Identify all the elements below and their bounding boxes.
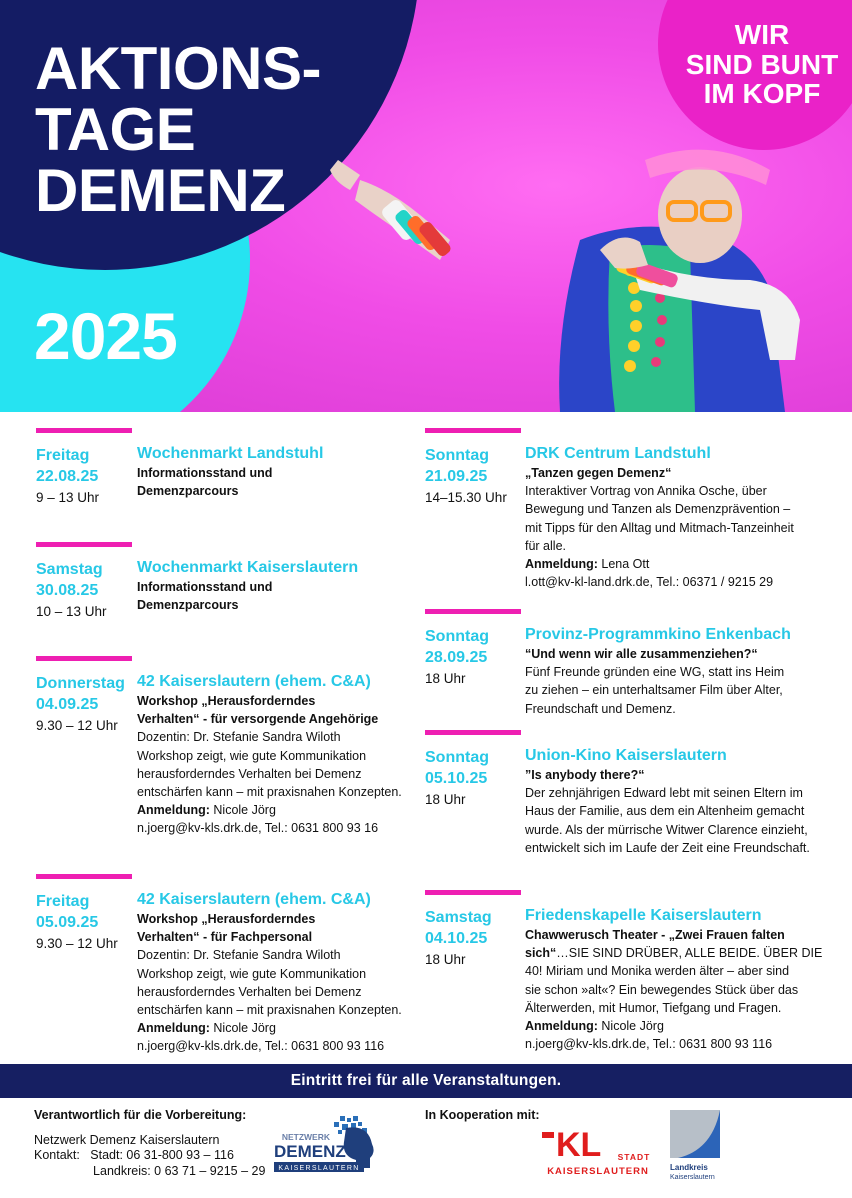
event-card (36, 656, 416, 856)
event-time: 18 Uhr (425, 671, 466, 686)
event-venue: DRK Centrum Landstuhl (525, 445, 711, 462)
logo-demenz-top: NETZWERK (281, 1132, 330, 1142)
footer-responsible (34, 1108, 265, 1179)
event-text-line: Workshop zeigt, wie gute Kommunikation (137, 748, 367, 763)
event-subtitle: Verhalten“ - für versorgende Angehörige (137, 712, 379, 727)
event-time: 9.30 – 12 Uhr (36, 718, 118, 733)
event-subtitle: Demenzparcours (137, 484, 239, 499)
event-text-line: herausforderndes Verhalten bei Demenz (137, 984, 362, 999)
event-card (425, 428, 825, 598)
event-text-part: …SIE SIND DRÜBER, ALLE BEIDE. ÜBER DIE (556, 946, 823, 961)
event-subtitle: Workshop „Herausforderndes (137, 912, 316, 926)
event-date: 04.10.25 (425, 930, 488, 947)
event-day: Donnerstag (36, 675, 125, 692)
event-body (137, 444, 323, 500)
event-time: 14–15.30 Uhr (425, 490, 507, 505)
event-day: Sonntag (425, 749, 489, 766)
hero-badge-line: IM KOPF (703, 78, 821, 110)
event-text-line: Freundschaft und Demenz. (525, 701, 676, 716)
netzwerk-demenz-logo (272, 1114, 390, 1176)
responsible-label: Verantwortlich für die Vorbereitung: (34, 1108, 247, 1122)
hero-title-line: DEMENZ (35, 157, 286, 225)
event-venue: Friedenskapelle Kaiserslautern (525, 907, 762, 924)
logo-demenz-main: DEMENZ (274, 1142, 346, 1161)
event-accent-bar (36, 656, 132, 661)
event-subtitle: Informationsstand und (137, 580, 273, 594)
event-day: Samstag (425, 909, 492, 926)
event-body (525, 625, 791, 718)
event-accent-bar (36, 542, 132, 547)
event-contact: n.joerg@kv-kls.drk.de, Tel.: 0631 800 93 16 (137, 821, 379, 836)
free-entry-banner: Eintritt frei für alle Veranstaltungen. (0, 1064, 852, 1098)
event-date: 22.08.25 (36, 468, 99, 485)
event-text-line: für alle. (525, 538, 566, 553)
logo-kl-stadt: STADT (617, 1152, 651, 1162)
logo-kl-city: KAISERSLAUTERN (547, 1166, 649, 1177)
event-text-line (525, 944, 822, 962)
event-subtitle: Workshop „Herausforderndes (137, 694, 316, 708)
registration-label: Anmeldung: (525, 557, 598, 572)
event-contact: n.joerg@kv-kls.drk.de, Tel.: 0631 800 93 116 (525, 1037, 773, 1052)
event-day: Sonntag (425, 628, 489, 645)
event-venue: Provinz-Programmkino Enkenbach (525, 626, 791, 643)
event-accent-bar (36, 428, 132, 433)
hero-title-line: TAGE (35, 96, 196, 164)
landkreis-kaiserslautern-logo (668, 1110, 732, 1180)
event-text-line: entschärfen kann – mit praxisnahen Konzepten. (137, 785, 402, 800)
event-text-line: entschärfen kann – mit praxisnahen Konzepten. (137, 1003, 402, 1018)
event-registration (137, 1019, 402, 1037)
registration-label: Anmeldung: (137, 803, 210, 818)
event-accent-bar (425, 428, 521, 433)
event-card (425, 730, 825, 860)
hero-badge-line: WIR (734, 19, 790, 50)
event-venue: Wochenmarkt Landstuhl (137, 445, 324, 462)
registration-label: Anmeldung: (525, 1019, 598, 1034)
event-accent-bar (425, 890, 521, 895)
event-card (425, 609, 825, 719)
event-body (137, 672, 402, 838)
event-day: Samstag (36, 561, 103, 578)
event-body (525, 906, 822, 1053)
event-subtitle: „Tanzen gegen Demenz“ (525, 466, 672, 480)
contact-line: Kontakt: Stadt: 06 31-800 93 – 116 (34, 1148, 234, 1162)
event-subtitle: ”Is anybody there?“ (525, 768, 645, 782)
event-contact: l.ott@kv-kl-land.drk.de, Tel.: 06371 / 9215 29 (525, 575, 774, 590)
organisation-name: Netzwerk Demenz Kaiserslautern (34, 1132, 220, 1147)
event-accent-bar (36, 874, 132, 879)
event-date: 05.10.25 (425, 770, 488, 787)
event-card (36, 874, 416, 1064)
logo-demenz-bottom: KAISERSLAUTERN (278, 1165, 360, 1172)
event-registration (525, 1017, 822, 1035)
event-subtitle: Demenzparcours (137, 598, 239, 613)
hero-title (35, 35, 321, 225)
contact-line: Landkreis: 0 63 71 – 9215 – 29 (34, 1163, 266, 1178)
cooperation-label: In Kooperation mit: (425, 1108, 540, 1122)
event-date: 30.08.25 (36, 582, 99, 599)
event-venue: 42 Kaiserslautern (ehem. C&A) (137, 673, 371, 690)
event-venue: Union-Kino Kaiserslautern (525, 747, 727, 764)
event-text-line: Älterwerden, mit Humor, Tiefgang und Fragen. (525, 1000, 782, 1015)
event-time: 18 Uhr (425, 792, 466, 807)
event-text-line: sie schon »alt«? Ein bewegendes Stück über das (525, 982, 799, 997)
hero-badge-line: SIND BUNT (685, 48, 839, 80)
hero-badge (672, 20, 852, 109)
event-text-line: Fünf Freunde gründen eine WG, statt ins Heim (525, 665, 785, 680)
event-card (36, 542, 406, 652)
event-time: 10 – 13 Uhr (36, 604, 107, 619)
registration-label: Anmeldung: (137, 1021, 210, 1036)
event-subtitle: “Und wenn wir alle zusammenziehen?“ (525, 647, 758, 661)
event-date: 05.09.25 (36, 914, 99, 931)
logo-lk-line1: Landkreis (670, 1163, 708, 1172)
logo-kl-letters: KL (556, 1126, 602, 1164)
registration-name: Nicole Jörg (209, 803, 276, 818)
event-body (525, 746, 810, 857)
event-text-line: zu ziehen – ein unterhaltsamer Film über Alter, (525, 683, 783, 698)
stadt-kaiserslautern-logo (540, 1116, 658, 1178)
dancing-senior-photo (330, 130, 820, 412)
hero-year: 2025 (34, 299, 177, 373)
event-text-line: Dozentin: Dr. Stefanie Sandra Wiloth (137, 948, 341, 963)
event-body (137, 558, 358, 614)
event-subtitle: Informationsstand und (137, 466, 273, 480)
event-text-line: wurde. Als der mürrische Witwer Clarence einzieht, (525, 822, 808, 837)
event-text-line: Haus der Familie, aus dem ein Altenheim gemacht (525, 804, 805, 819)
event-contact: n.joerg@kv-kls.drk.de, Tel.: 0631 800 93 116 (137, 1039, 385, 1054)
registration-name: Lena Ott (597, 557, 650, 572)
event-text-line: herausforderndes Verhalten bei Demenz (137, 766, 362, 781)
event-day: Sonntag (425, 447, 489, 464)
event-text-line: mit Tipps für den Alltag und Mitmach-Tanzeinheit (525, 520, 794, 535)
registration-name: Nicole Jörg (597, 1019, 664, 1034)
event-time: 9 – 13 Uhr (36, 490, 100, 505)
event-text-line: entwickelt sich im Laufe der Zeit eine Freundschaft. (525, 840, 810, 855)
event-date: 28.09.25 (425, 649, 488, 666)
event-accent-bar (425, 730, 521, 735)
event-text-line: Bewegung und Tanzen als Demenzprävention – (525, 502, 791, 517)
event-venue: Wochenmarkt Kaiserslautern (137, 559, 359, 576)
event-date: 04.09.25 (36, 696, 99, 713)
event-venue: 42 Kaiserslautern (ehem. C&A) (137, 891, 371, 908)
event-day: Freitag (36, 893, 90, 910)
logo-lk-line2: Kaiserslautern (670, 1174, 715, 1180)
event-card (36, 428, 406, 538)
event-day: Freitag (36, 447, 90, 464)
event-subtitle-part: sich“ (525, 946, 557, 961)
event-text-line: Dozentin: Dr. Stefanie Sandra Wiloth (137, 730, 341, 745)
event-subtitle: Verhalten“ - für Fachpersonal (137, 930, 313, 945)
event-text-line: Der zehnjährigen Edward lebt mit seinen Eltern im (525, 786, 803, 801)
event-time: 18 Uhr (425, 952, 466, 967)
event-accent-bar (425, 609, 521, 614)
event-registration (525, 555, 794, 573)
event-body (137, 890, 402, 1056)
event-time: 9.30 – 12 Uhr (36, 936, 118, 951)
event-body (525, 444, 794, 591)
event-text-line: Interaktiver Vortrag von Annika Osche, über (525, 484, 767, 499)
event-text-line: 40! Miriam und Monika werden älter – aber sind (525, 964, 790, 979)
event-subtitle: Chawwerusch Theater - „Zwei Frauen falten (525, 928, 785, 942)
hero-title-line: AKTIONS- (35, 35, 321, 102)
event-date: 21.09.25 (425, 468, 488, 485)
event-text-line: Workshop zeigt, wie gute Kommunikation (137, 966, 367, 981)
event-card (425, 890, 825, 1060)
hero-section (0, 0, 852, 412)
registration-name: Nicole Jörg (209, 1021, 276, 1036)
event-registration (137, 801, 402, 819)
